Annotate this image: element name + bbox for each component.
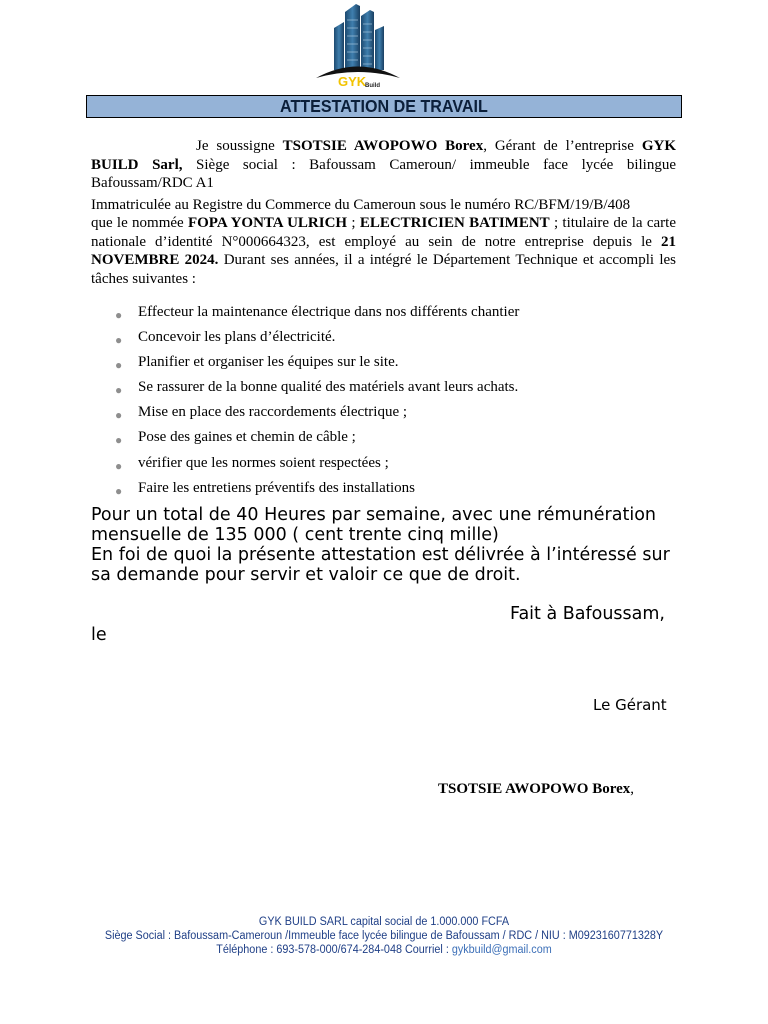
manager-title: Le Gérant — [593, 696, 667, 714]
list-item: ● Planifier et organiser les équipes sur le site. — [115, 354, 399, 373]
footer — [0, 915, 768, 958]
bullet-icon: ● — [115, 458, 123, 473]
document-title: ATTESTATION DE TRAVAIL — [280, 96, 488, 116]
manager-signature-name: TSOTSIE AWOPOWO Borex, — [438, 781, 635, 797]
svg-text:Build: Build — [365, 83, 380, 89]
list-item: ● Effecteur la maintenance électrique dans nos différents chantier — [115, 304, 520, 322]
manager-name-inline: TSOTSIE AWOPOWO Borex — [282, 138, 484, 154]
email-link[interactable]: gykbuild@gmail.com — [451, 944, 552, 957]
task-list — [115, 303, 519, 504]
list-item: ● Pose des gaines et chemin de câble ; — [115, 429, 356, 448]
footer-contact: Téléphone : 693-578-000/674-284-048 Courriel : gykbuild@gmail.com — [216, 944, 552, 957]
remuneration-paragraph — [91, 505, 691, 585]
bullet-icon: ● — [115, 308, 123, 322]
registry-line: Immatriculée au Registre du Commerce du Cameroun sous le numéro RC/BFM/19/B/408 — [91, 197, 631, 213]
employee-name: FOPA YONTA ULRICH — [187, 215, 348, 231]
date-line: le — [91, 625, 107, 645]
place-line: Fait à Bafoussam, — [509, 604, 665, 624]
company-logo — [312, 0, 404, 92]
document-title-bar — [86, 95, 682, 118]
footer-capital: GYK BUILD SARL capital social de 1.000.000 FCFA — [258, 916, 510, 928]
list-item: ● Faire les entretiens préventifs des installations — [115, 479, 416, 498]
intro-paragraph: Je soussigne TSOTSIE AWOPOWO Borex, Gérant de l’entreprise GYK BUILD Sarl, Siège social : Bafoussam Cameroun/ immeuble face lycée bilingue Bafoussam/RDC A1 — [91, 138, 676, 191]
bullet-icon: ● — [115, 433, 123, 448]
bullet-icon: ● — [115, 383, 123, 398]
list-item: ● vérifier que les normes soient respectées ; — [115, 454, 389, 473]
bullet-icon: ● — [115, 358, 123, 373]
delivery-text: En foi de quoi la présente attestation est délivrée à l’intéressé sur sa demande pour servir et valoir ce que de droit. — [91, 545, 670, 585]
bullet-icon: ● — [115, 333, 123, 348]
svg-text:GYK: GYK — [338, 74, 367, 89]
list-item: ● Concevoir les plans d’électricité. — [115, 329, 336, 348]
bullet-icon: ● — [115, 408, 123, 423]
building-icon — [334, 4, 384, 70]
company-name: GYK BUILD Sarl, — [91, 138, 676, 173]
footer-address: Siège Social : Bafoussam-Cameroun /Immeuble face lycée bilingue de Bafoussam / RDC / NIU : M0923160771328Y — [104, 930, 664, 943]
employee-paragraph: que le nommée FOPA YONTA ULRICH ; ELECTRICIEN BATIMENT ; titulaire de la carte nationale d’identité N°000664323, est employé au sein de notre entreprise depuis le 21 NOVEMBRE 2024. Durant ses années, il a intégré le Département Technique et accompli les tâches suivantes : — [91, 215, 677, 287]
remuneration-text: Pour un total de 40 Heures par semaine, avec une rémunération mensuelle de 135 000 ( cent trente cinq mille) — [91, 505, 656, 545]
list-item: ● Mise en place des raccordements électrique ; — [115, 404, 408, 423]
employee-position: ELECTRICIEN BATIMENT — [359, 215, 550, 231]
bullet-icon: ● — [115, 483, 123, 498]
list-item: ● Se rassurer de la bonne qualité des matériels avant leurs achats. — [115, 379, 519, 398]
start-date: 21 NOVEMBRE 2024. — [91, 233, 676, 268]
